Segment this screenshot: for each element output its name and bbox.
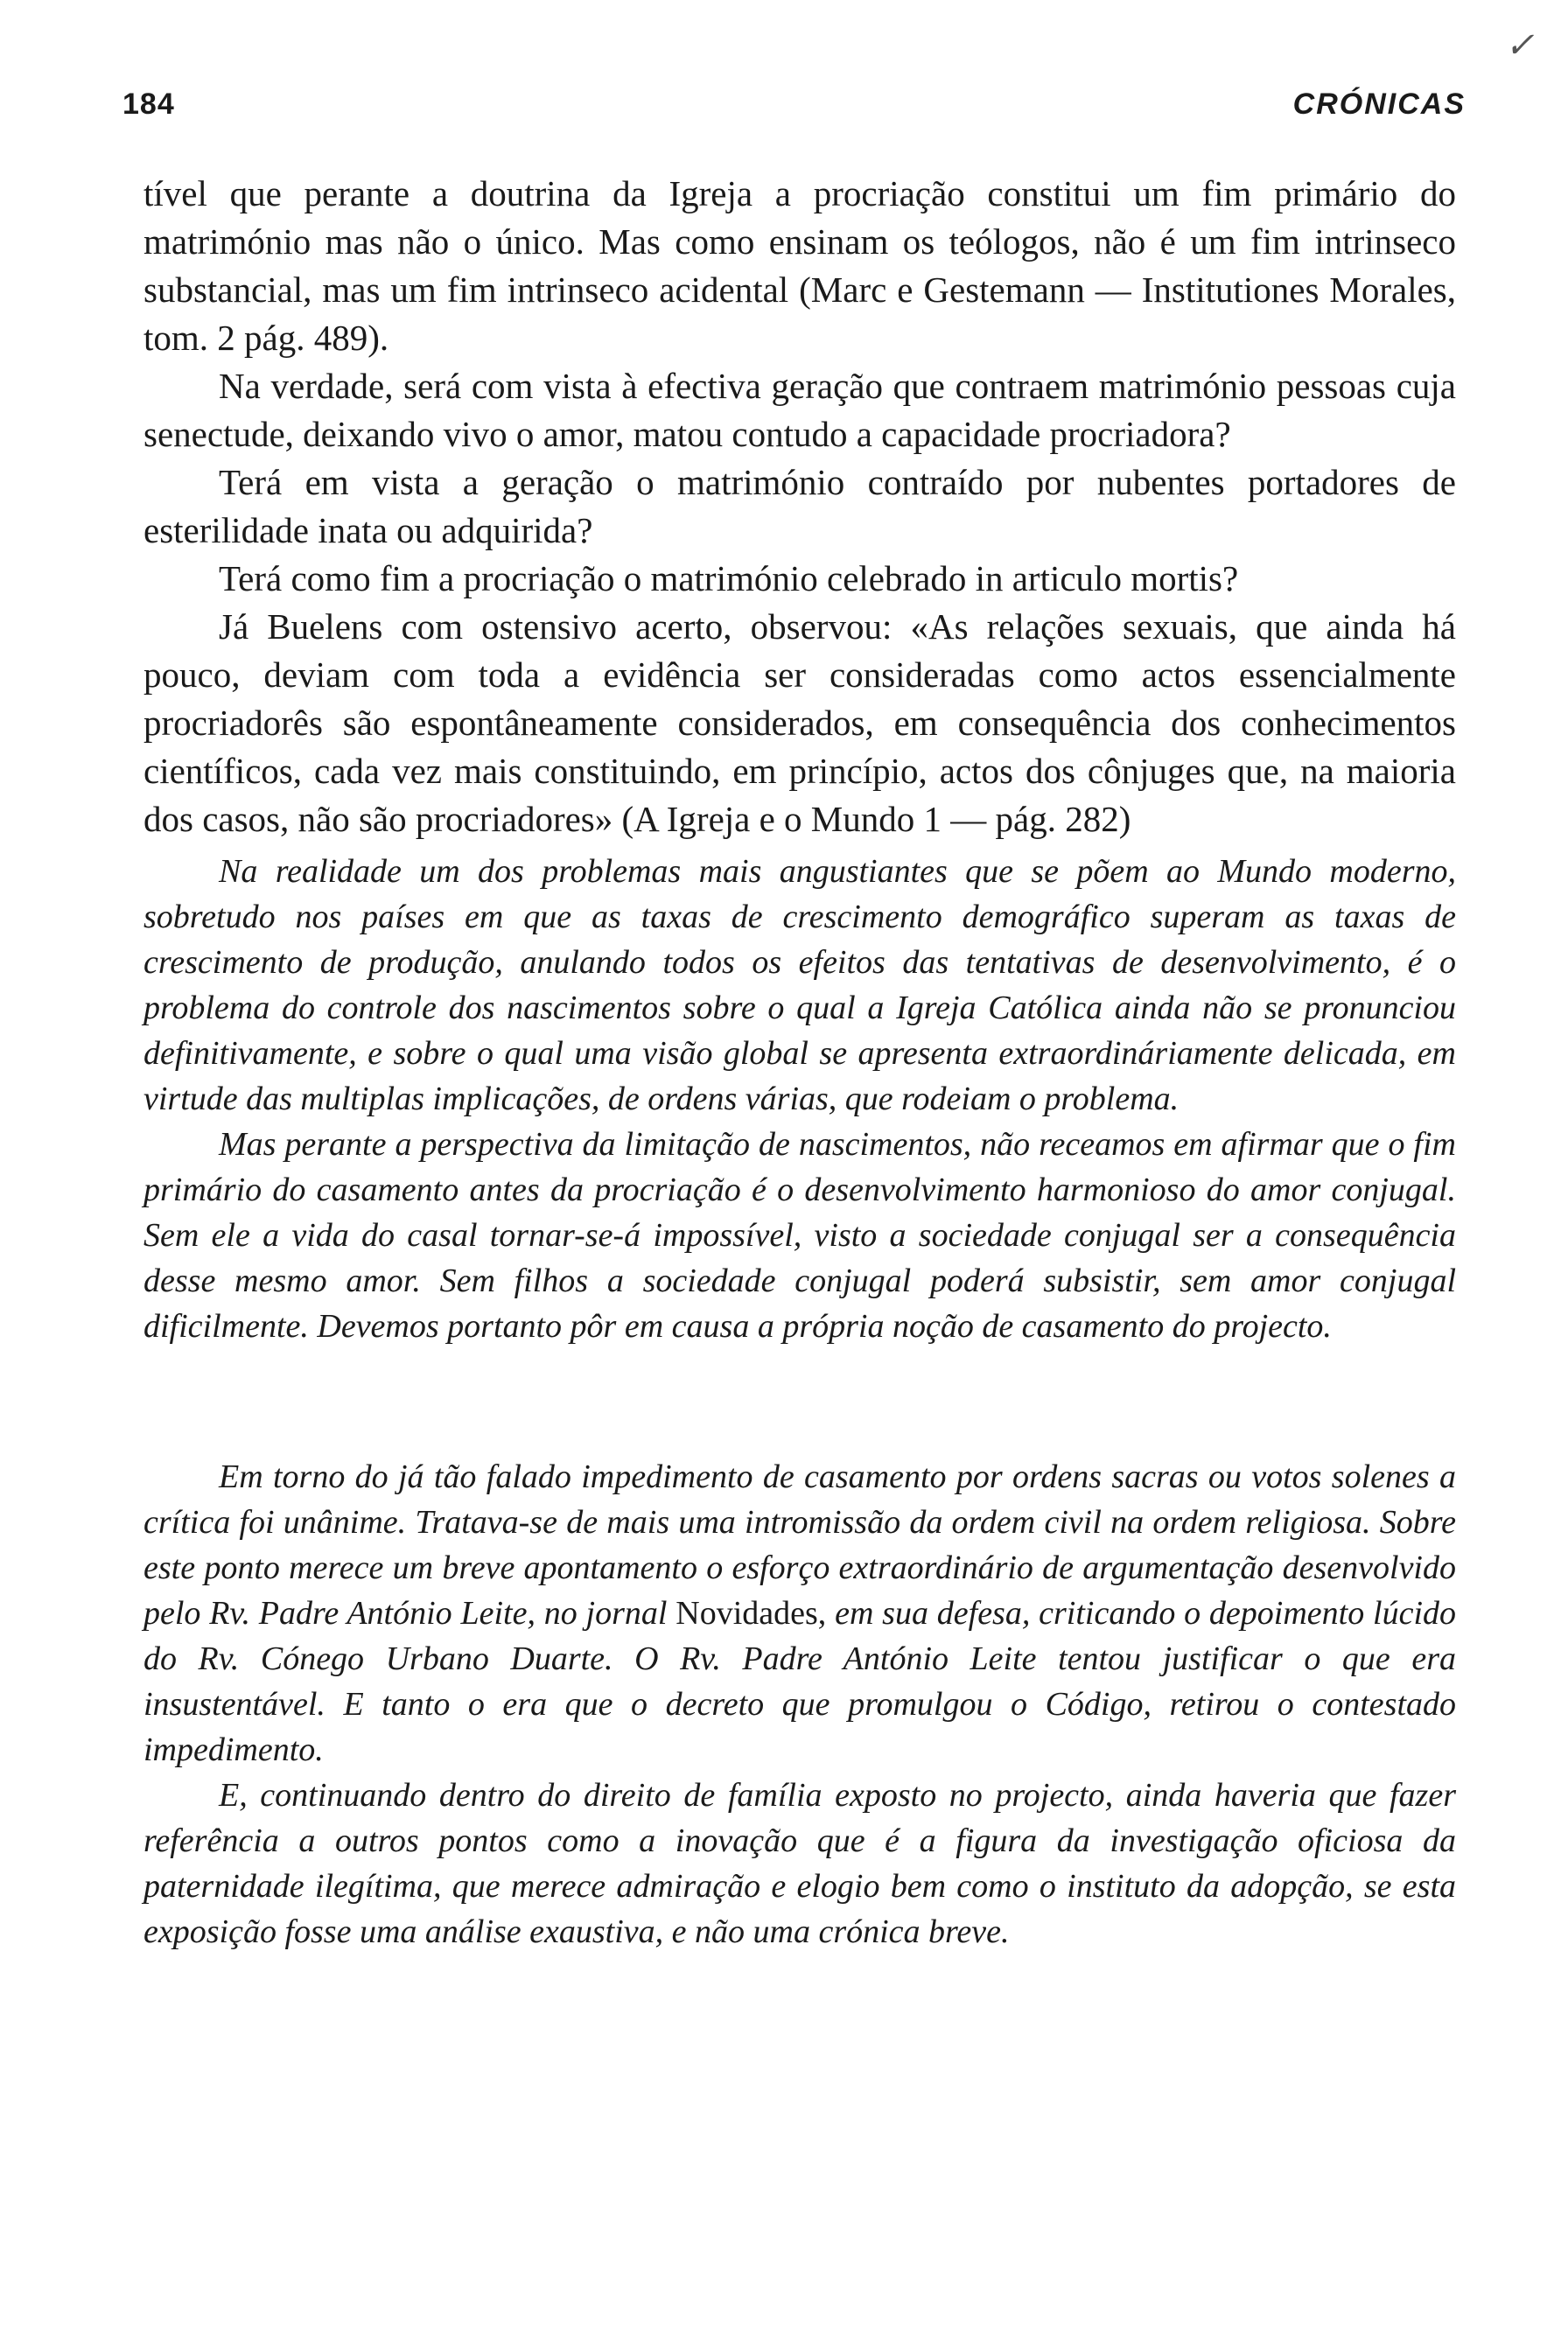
page-header: [122, 87, 1466, 131]
paragraph-8: [144, 1454, 1456, 1773]
regular-text-block: [144, 170, 1456, 843]
running-head: CRÓNICAS: [1292, 87, 1466, 121]
paragraph-3: Terá em vista a geração o matrimónio contraído por nubentes portadores de esterilidade inata ou adquirida?: [144, 462, 1456, 550]
paragraph-5: Já Buelens com ostensivo acerto, observou: «As relações sexuais, que ainda há pouco, deviam com toda a evidência ser consideradas como actos essencialmente procriadorês são espontâneamente considerados, em consequência dos conhecimentos científicos, cada vez mais constituindo, em princípio, actos dos cônjuges que, na maioria dos casos, não são procriadores» (A Igreja e o Mundo 1 — pág. 282): [144, 606, 1456, 839]
paragraph-2: Na verdade, será com vista à efectiva geração que contraem matrimónio pessoas cuja senectude, deixando vivo o amor, matou contudo a capacidade procriadora?: [144, 366, 1456, 454]
paragraph-8-part-2: em sua defesa, criticando o depoimento lúcido do Rv. Cónego Urbano Duarte. O Rv. Padre António Leite tentou justificar o que era insustentável. E tanto o era que o decreto que promulgou o Código, retirou o contestado impedimento.: [144, 1595, 1456, 1768]
page-number: 184: [122, 87, 175, 121]
paragraph-4: Terá como fim a procriação o matrimónio celebrado in articulo mortis?: [219, 558, 1239, 598]
paragraph-8-part-1: Em torno do já tão falado impedimento de casamento por ordens sacras ou votos solenes a crítica foi unânime. Tratava-se de mais uma intromissão da ordem civil na ordem religiosa. Sobre este ponto merece um breve apontamento o esforço extraordinário de argumentação desenvolvido pelo Rv. Padre António Leite, no jornal: [144, 1458, 1456, 1632]
check-mark-icon: ✓: [1505, 25, 1535, 65]
newspaper-name: Novidades,: [676, 1595, 827, 1632]
italic-text-block: [144, 849, 1456, 1955]
section-break: [144, 1349, 1456, 1454]
body-text: [144, 170, 1456, 1955]
paragraph-7: Mas perante a perspectiva da limitação de nascimentos, não receamos em afirmar que o fim primário do casamento antes da procriação é o desenvolvimento harmonioso do amor conjugal. Sem ele a vida do casal tornar-se-á impossível, visto a sociedade conjugal ser a consequência desse mesmo amor. Sem filhos a sociedade conjugal poderá subsistir, sem amor conjugal dificilmente. Devemos portanto pôr em causa a própria noção de casamento do projecto.: [144, 1126, 1456, 1345]
paragraph-9: E, continuando dentro do direito de família exposto no projecto, ainda haveria que fazer referência a outros pontos como a inovação que é a figura da investigação oficiosa da paternidade ilegítima, que merece admiração e elogio bem como o instituto da adopção, se esta exposição fosse uma análise exaustiva, e não uma crónica breve.: [144, 1777, 1456, 1950]
paragraph-1: tível que perante a doutrina da Igreja a procriação constitui um fim primário do matrimónio mas não o único. Mas como ensinam os teólogos, não é um fim intrinseco substancial, mas um fim intrinseco acidental (Marc e Gestemann — Institutiones Morales, tom. 2 pág. 489).: [144, 173, 1456, 358]
paragraph-6: Na realidade um dos problemas mais angustiantes que se põem ao Mundo moderno, sobretudo nos países em que as taxas de crescimento demográfico superam as taxas de crescimento de produção, anulando todos os efeitos das tentativas de desenvolvimento, é o problema do controle dos nascimentos sobre o qual a Igreja Católica ainda não se pronunciou definitivamente, e sobre o qual uma visão global se apresenta extraordináriamente delicada, em virtude das multiplas implicações, de ordens várias, que rodeiam o problema.: [144, 853, 1456, 1117]
